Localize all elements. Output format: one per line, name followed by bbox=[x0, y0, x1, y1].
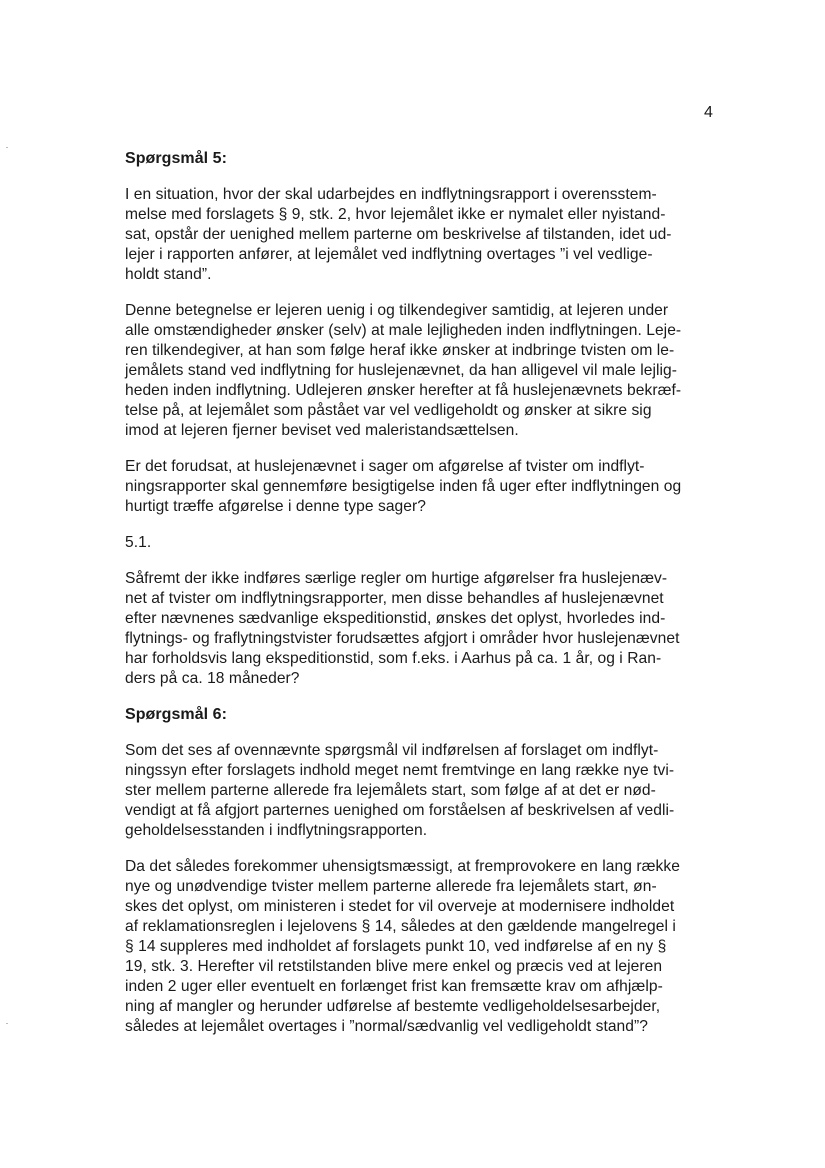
text-line: vendigt at få afgjort parternes uenighed om forståelsen af beskrivelsen af vedli- bbox=[125, 802, 675, 819]
text-line: Såfremt der ikke indføres særlige regler om hurtige afgørelser fra huslejenæv- bbox=[125, 570, 668, 587]
text-line: har forholdsvis lang ekspeditionstid, som f.eks. i Aarhus på ca. 1 år, og i Ran- bbox=[125, 650, 662, 667]
text-line: ningssyn efter forslagets indhold meget nemt fremtvinge en lang række nye tvi- bbox=[125, 762, 675, 779]
text-line: af reklamationsreglen i lejelovens § 14, således at den gældende mangelregel i bbox=[125, 918, 676, 935]
text-line: holdt stand”. bbox=[125, 266, 212, 283]
text-line: § 14 suppleres med indholdet af forslagets punkt 10, ved indførelse af en ny § bbox=[125, 938, 667, 955]
text-line: sat, opstår der uenighed mellem parterne om beskrivelse af tilstanden, idet ud- bbox=[125, 226, 672, 243]
text-line: efter nævnenes sædvanlige ekspeditionstid, ønskes det oplyst, hvorledes ind- bbox=[125, 610, 666, 627]
text-line: net af tvister om indflytningsrapporter, men disse behandles af huslejenævnet bbox=[125, 590, 664, 607]
text-line: nye og unødvendige tvister mellem parterne allerede fra lejemålets start, øn- bbox=[125, 878, 657, 895]
text-line: I en situation, hvor der skal udarbejdes en indflytningsrapport i overensstem- bbox=[125, 186, 657, 203]
text-line: skes det oplyst, om ministeren i stedet for vil overveje at modernisere indholdet bbox=[125, 898, 675, 915]
text-line: Som det ses af ovennævnte spørgsmål vil indførelsen af forslaget om indflyt- bbox=[125, 742, 659, 759]
text-line: inden 2 uger eller eventuelt en forlænget frist kan fremsætte krav om afhjælp- bbox=[125, 978, 663, 995]
text-line: ning af mangler og herunder udførelse af bestemte vedligeholdelsesarbejder, bbox=[125, 998, 661, 1015]
text-line: flytnings- og fraflytningstvister forudsættes afgjort i områder hvor huslejenævnet bbox=[125, 630, 680, 647]
text-line: hurtigt træffe afgørelse i denne type sager? bbox=[125, 498, 426, 515]
text-line: geholdelsesstanden i indflytningsrapporten. bbox=[125, 822, 428, 839]
text-line: således at lejemålet overtages i ”normal/sædvanlig vel vedligeholdt stand”? bbox=[125, 1018, 648, 1035]
text-line: ren tilkendegiver, at han som følge heraf ikke ønsker at indbringe tvisten om le- bbox=[125, 342, 675, 359]
text-line: Denne betegnelse er lejeren uenig i og tilkendegiver samtidig, at lejeren under bbox=[125, 302, 669, 319]
text-line: ningsrapporter skal gennemføre besigtigelse inden få uger efter indflytningen og bbox=[125, 478, 682, 495]
text-line: melse med forslagets § 9, stk. 2, hvor lejemålet ikke er nymalet eller nyistand- bbox=[125, 206, 666, 223]
text-line: 19, stk. 3. Herefter vil retstilstanden blive mere enkel og præcis ved at lejeren bbox=[125, 958, 663, 975]
text-line: lejer i rapporten anfører, at lejemålet ved indflytning overtages ”i vel vedlige- bbox=[125, 246, 653, 263]
text-line: ster mellem parterne allerede fra lejemålets start, som følge af at det er nød- bbox=[125, 782, 656, 799]
text-line: telse på, at lejemålet som påstået var vel vedligeholdt og ønsker at sikre sig bbox=[125, 402, 652, 419]
text-line: Er det forudsat, at huslejenævnet i sager om afgørelse af tvister om indflyt- bbox=[125, 458, 645, 475]
text-line: ders på ca. 18 måneder? bbox=[125, 670, 300, 687]
scan-mark bbox=[6, 1023, 8, 1024]
q6-heading: Spørgsmål 6: bbox=[125, 706, 227, 723]
text-line: Da det således forekommer uhensigtsmæssigt, at fremprovokere en lang række bbox=[125, 858, 680, 875]
text-line: alle omstændigheder ønsker (selv) at male lejligheden inden indflytningen. Leje- bbox=[125, 322, 682, 339]
text-line: heden inden indflytning. Udlejeren ønsker herefter at få huslejenævnets bekræf- bbox=[125, 382, 682, 399]
text-line: imod at lejeren fjerner beviset ved maleristandsættelsen. bbox=[125, 422, 519, 439]
page-number: 4 bbox=[704, 104, 713, 121]
q5-heading: Spørgsmål 5: bbox=[125, 150, 227, 167]
text-line: jemålets stand ved indflytning for huslejenævnet, da han alligevel vil male lejlig- bbox=[125, 362, 677, 379]
scan-mark bbox=[6, 147, 8, 148]
section-5-1-label: 5.1. bbox=[125, 534, 152, 551]
